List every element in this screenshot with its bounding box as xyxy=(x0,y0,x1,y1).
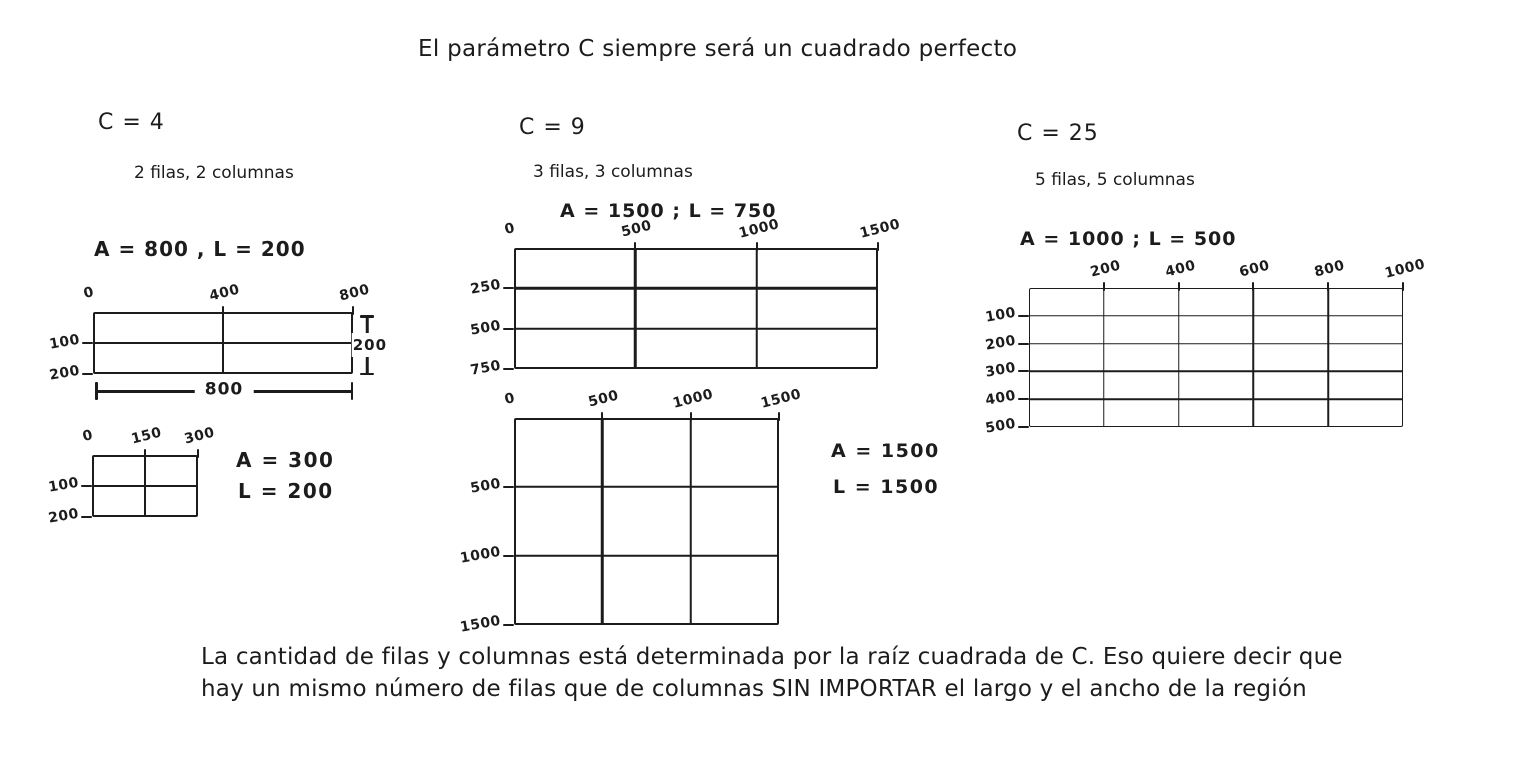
grid-c4-main xyxy=(48,281,372,384)
x-axis-tick xyxy=(1103,282,1105,291)
x-axis-tick-label: 0 xyxy=(81,283,96,303)
footer-line-2: hay un mismo número de filas que de columnas SIN IMPORTAR el largo y el ancho de la región xyxy=(201,676,1307,702)
annotation-c9-square-length: L = 1500 xyxy=(833,476,940,498)
y-axis-tick-label: 200 xyxy=(48,362,82,384)
y-axis-tick-label: 400 xyxy=(984,387,1018,409)
section-c25-heading: C = 25 xyxy=(1017,121,1099,146)
x-axis-tick-label: 200 xyxy=(1088,257,1123,281)
grid-frame xyxy=(1029,288,1403,427)
y-axis-tick-label: 750 xyxy=(469,357,503,379)
y-axis-tick-label: 200 xyxy=(984,332,1018,354)
width-dimension-indicator xyxy=(95,379,353,400)
x-axis-tick xyxy=(1178,282,1180,291)
grid-horizontal-line xyxy=(1029,371,1403,373)
section-c25-rows-cols: 5 filas, 5 columnas xyxy=(1035,170,1195,190)
x-axis-tick xyxy=(690,412,692,421)
y-axis-tick xyxy=(503,486,514,488)
y-axis-tick xyxy=(82,373,93,375)
annotation-c4-small-area: A = 300 xyxy=(236,448,335,472)
x-axis-tick-label: 300 xyxy=(182,424,217,448)
dimension-label: 200 xyxy=(352,333,388,357)
x-axis-tick xyxy=(634,242,636,251)
y-axis-tick xyxy=(1018,398,1029,400)
grid-c25 xyxy=(984,256,1427,437)
grid-c9-wide xyxy=(469,216,902,379)
y-axis-tick xyxy=(81,516,92,518)
y-axis-tick xyxy=(503,624,514,626)
y-axis-tick-label: 1500 xyxy=(458,612,503,636)
x-axis-tick xyxy=(1402,282,1404,291)
x-axis-tick-label: 1000 xyxy=(737,216,781,242)
grid-horizontal-line xyxy=(1029,398,1403,400)
x-axis-tick-label: 500 xyxy=(586,387,621,411)
y-axis-tick-label: 500 xyxy=(469,475,503,497)
x-axis-tick-label: 1500 xyxy=(858,216,902,242)
x-axis-tick xyxy=(1252,282,1254,291)
x-axis-tick-label: 1500 xyxy=(759,386,803,412)
y-axis-tick-label: 100 xyxy=(984,304,1018,326)
grid-horizontal-line xyxy=(92,485,198,487)
annotation-c4-small-length: L = 200 xyxy=(238,479,334,503)
x-axis-tick-label: 0 xyxy=(502,219,517,239)
x-axis-tick-label: 400 xyxy=(1163,257,1197,281)
y-axis-tick-label: 100 xyxy=(48,331,82,353)
y-axis-tick-label: 100 xyxy=(47,474,81,496)
y-axis-tick xyxy=(1018,426,1029,428)
dimension-label: 800 xyxy=(195,379,254,399)
x-axis-tick-label: 150 xyxy=(129,424,164,448)
grid-vertical-line xyxy=(755,248,758,369)
grid-c4-small xyxy=(47,424,217,527)
y-axis-tick-label: 250 xyxy=(469,276,503,299)
x-axis-tick-label: 0 xyxy=(80,426,95,446)
y-axis-tick-label: 500 xyxy=(469,317,503,339)
x-axis-tick xyxy=(601,412,603,421)
x-axis-tick xyxy=(144,449,146,458)
grid-frame xyxy=(514,248,878,369)
height-dimension-indicator xyxy=(352,315,388,375)
grid-horizontal-line xyxy=(514,327,878,330)
x-axis-tick xyxy=(197,449,199,458)
x-axis-tick-label: 0 xyxy=(502,389,517,409)
section-c9-area-length: A = 1500 ; L = 750 xyxy=(560,200,777,222)
grid-horizontal-line xyxy=(1029,315,1403,317)
x-axis-tick xyxy=(352,306,354,315)
y-axis-tick xyxy=(503,368,514,370)
x-axis-tick-label: 1000 xyxy=(670,386,715,412)
x-axis-tick-label: 600 xyxy=(1238,257,1272,281)
grid-horizontal-line xyxy=(514,287,878,290)
grid-horizontal-line xyxy=(514,486,779,489)
x-axis-tick xyxy=(778,412,780,421)
grid-vertical-line xyxy=(1103,288,1105,427)
grid-vertical-line xyxy=(689,418,692,625)
x-axis-tick-label: 400 xyxy=(207,281,242,305)
grid-vertical-line xyxy=(634,248,637,369)
y-axis-tick xyxy=(503,328,514,330)
y-axis-tick xyxy=(81,485,92,487)
y-axis-tick xyxy=(503,555,514,557)
annotation-c9-square-area: A = 1500 xyxy=(831,440,940,462)
y-axis-tick xyxy=(503,287,514,289)
x-axis-tick xyxy=(1327,282,1329,291)
y-axis-tick xyxy=(1018,370,1029,372)
section-c4-area-length: A = 800 , L = 200 xyxy=(94,237,306,261)
grid-frame xyxy=(514,418,779,625)
x-axis-tick-label: 800 xyxy=(337,281,372,305)
y-axis-tick xyxy=(1018,315,1029,317)
y-axis-tick-label: 500 xyxy=(984,415,1018,437)
y-axis-tick-label: 300 xyxy=(984,360,1018,382)
grid-vertical-line xyxy=(1178,288,1180,427)
x-axis-tick xyxy=(877,242,879,251)
x-axis-tick-label: 800 xyxy=(1312,257,1347,281)
grid-horizontal-line xyxy=(93,342,353,344)
y-axis-tick xyxy=(1018,343,1029,345)
grid-c9-square xyxy=(458,386,803,636)
y-axis-tick-label: 200 xyxy=(47,505,81,527)
grid-vertical-line xyxy=(1327,288,1329,427)
grid-horizontal-line xyxy=(514,555,779,558)
section-c9-rows-cols: 3 filas, 3 columnas xyxy=(533,162,693,182)
grid-vertical-line xyxy=(601,418,604,625)
grid-horizontal-line xyxy=(1029,343,1403,345)
grid-vertical-line xyxy=(1253,288,1255,427)
x-axis-tick xyxy=(222,306,224,315)
section-c4-rows-cols: 2 filas, 2 columnas xyxy=(134,163,294,183)
section-c9-heading: C = 9 xyxy=(519,115,586,140)
section-c4-heading: C = 4 xyxy=(98,110,165,135)
x-axis-tick xyxy=(756,242,758,251)
section-c25-area-length: A = 1000 ; L = 500 xyxy=(1020,228,1237,250)
x-axis-tick-label: 500 xyxy=(619,217,654,241)
footer-line-1: La cantidad de filas y columnas está determinada por la raíz cuadrada de C. Eso quiere decir que xyxy=(201,644,1343,670)
y-axis-tick xyxy=(82,342,93,344)
x-axis-tick-label: 1000 xyxy=(1383,256,1427,282)
page-title: El parámetro C siempre será un cuadrado perfecto xyxy=(418,36,1018,62)
y-axis-tick-label: 1000 xyxy=(458,543,503,567)
